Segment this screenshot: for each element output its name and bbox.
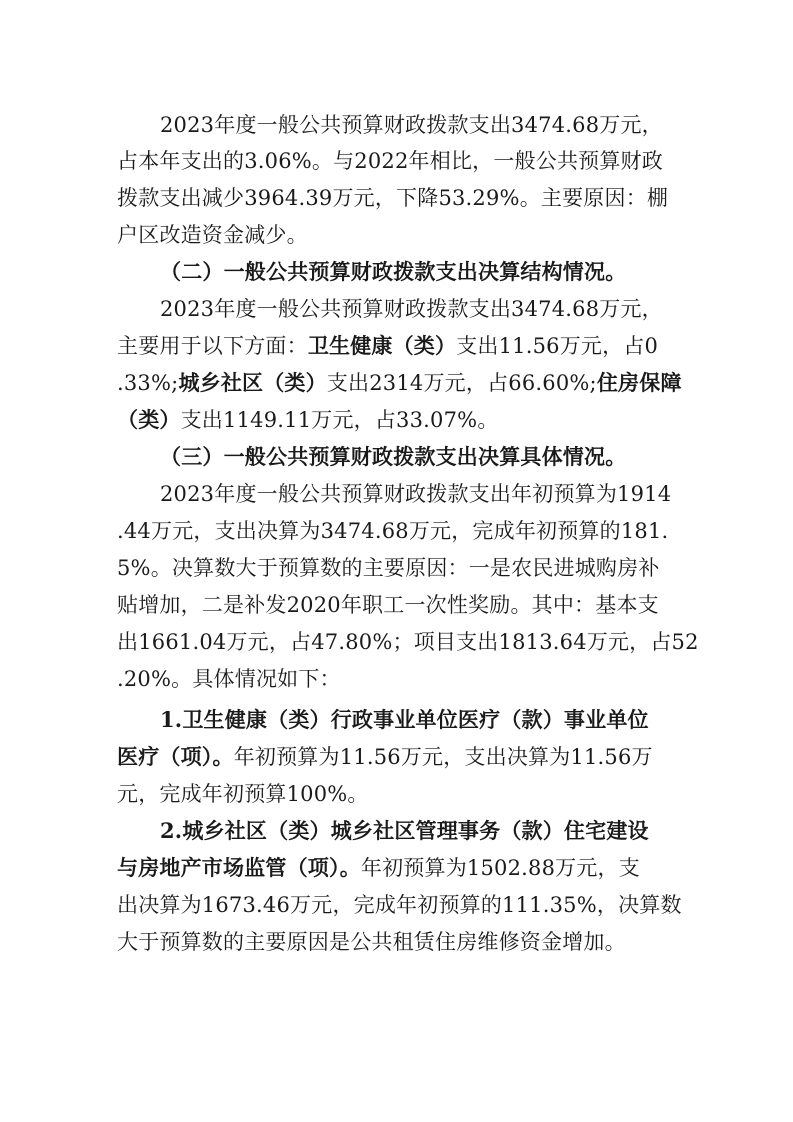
section-heading-2: （二）一般公共预算财政拨款支出决算结构情况。 bbox=[160, 259, 627, 284]
paragraph-2-line-4 bbox=[117, 405, 499, 435]
paragraph-1-line-4: 户区改造资金减少。 bbox=[117, 223, 308, 247]
section-heading-3: （三）一般公共预算财政拨款支出决算具体情况。 bbox=[160, 444, 627, 469]
category-urban-community-label: 城乡社区（类） bbox=[178, 370, 327, 395]
item-1-title-end: 医疗（项）。 bbox=[117, 744, 234, 769]
paragraph-3-line-5: 出1661.04万元，占47.80%；项目支出1813.64万元，占52 bbox=[117, 630, 699, 654]
item-1-line-3: 元，完成年初预算100%。 bbox=[117, 782, 369, 806]
item-2-line-2 bbox=[117, 853, 640, 883]
paragraph-2-line-2-text-c: 支出11.56万元，占0 bbox=[456, 334, 659, 358]
paragraph-2-line-3-text-c: 支出2314万元，占66.60%; bbox=[326, 371, 597, 395]
item-2-line-2-text: 年初预算为1502.88万元，支 bbox=[360, 856, 640, 880]
item-1-line-1: 1.卫生健康（类）行政事业单位医疗（款）事业单位 bbox=[160, 707, 649, 732]
category-housing-label: 住房保障 bbox=[596, 370, 682, 395]
category-health-label: 卫生健康（类） bbox=[307, 333, 457, 358]
paragraph-2-line-2 bbox=[117, 331, 658, 361]
category-housing-suffix: （类） bbox=[117, 407, 181, 432]
paragraph-2-line-1: 2023年度一般公共预算财政拨款支出3474.68万元， bbox=[160, 297, 663, 321]
paragraph-3-line-4: 贴增加，二是补发2020年职工一次性奖励。其中：基本支 bbox=[117, 593, 659, 617]
item-1-line-2-text: 年初预算为11.56万元，支出决算为11.56万 bbox=[233, 745, 653, 769]
paragraph-1-line-2: 占本年支出的3.06%。与2022年相比，一般公共预算财政 bbox=[117, 149, 663, 173]
paragraph-3-line-2: .44万元，支出决算为3474.68万元，完成年初预算的181. bbox=[117, 519, 669, 543]
paragraph-3-line-6: .20%。具体情况如下： bbox=[117, 667, 341, 691]
paragraph-1-line-3: 拨款支出减少3964.39万元，下降53.29%。主要原因：棚 bbox=[117, 186, 669, 210]
paragraph-2-line-3 bbox=[117, 368, 682, 398]
paragraph-2-line-4-text-b: 支出1149.11万元，占33.07%。 bbox=[180, 408, 499, 432]
item-1-line-2 bbox=[117, 742, 653, 772]
paragraph-3-line-1: 2023年度一般公共预算财政拨款支出年初预算为1914 bbox=[160, 482, 672, 506]
item-2-line-4: 大于预算数的主要原因是公共租赁住房维修资金增加。 bbox=[117, 930, 626, 954]
paragraph-2-line-2-text-a: 主要用于以下方面： bbox=[117, 334, 308, 358]
item-2-line-1: 2.城乡社区（类）城乡社区管理事务（款）住宅建设 bbox=[160, 818, 649, 843]
item-2-line-3: 出决算为1673.46万元，完成年初预算的111.35%，决算数 bbox=[117, 893, 682, 917]
paragraph-3-line-3: 5%。决算数大于预算数的主要原因：一是农民进城购房补 bbox=[117, 556, 660, 580]
paragraph-1-line-1: 2023年度一般公共预算财政拨款支出3474.68万元， bbox=[160, 113, 663, 137]
paragraph-2-line-3-text-a: .33%; bbox=[117, 371, 179, 395]
item-2-title-end: 与房地产市场监管（项）。 bbox=[117, 855, 361, 880]
